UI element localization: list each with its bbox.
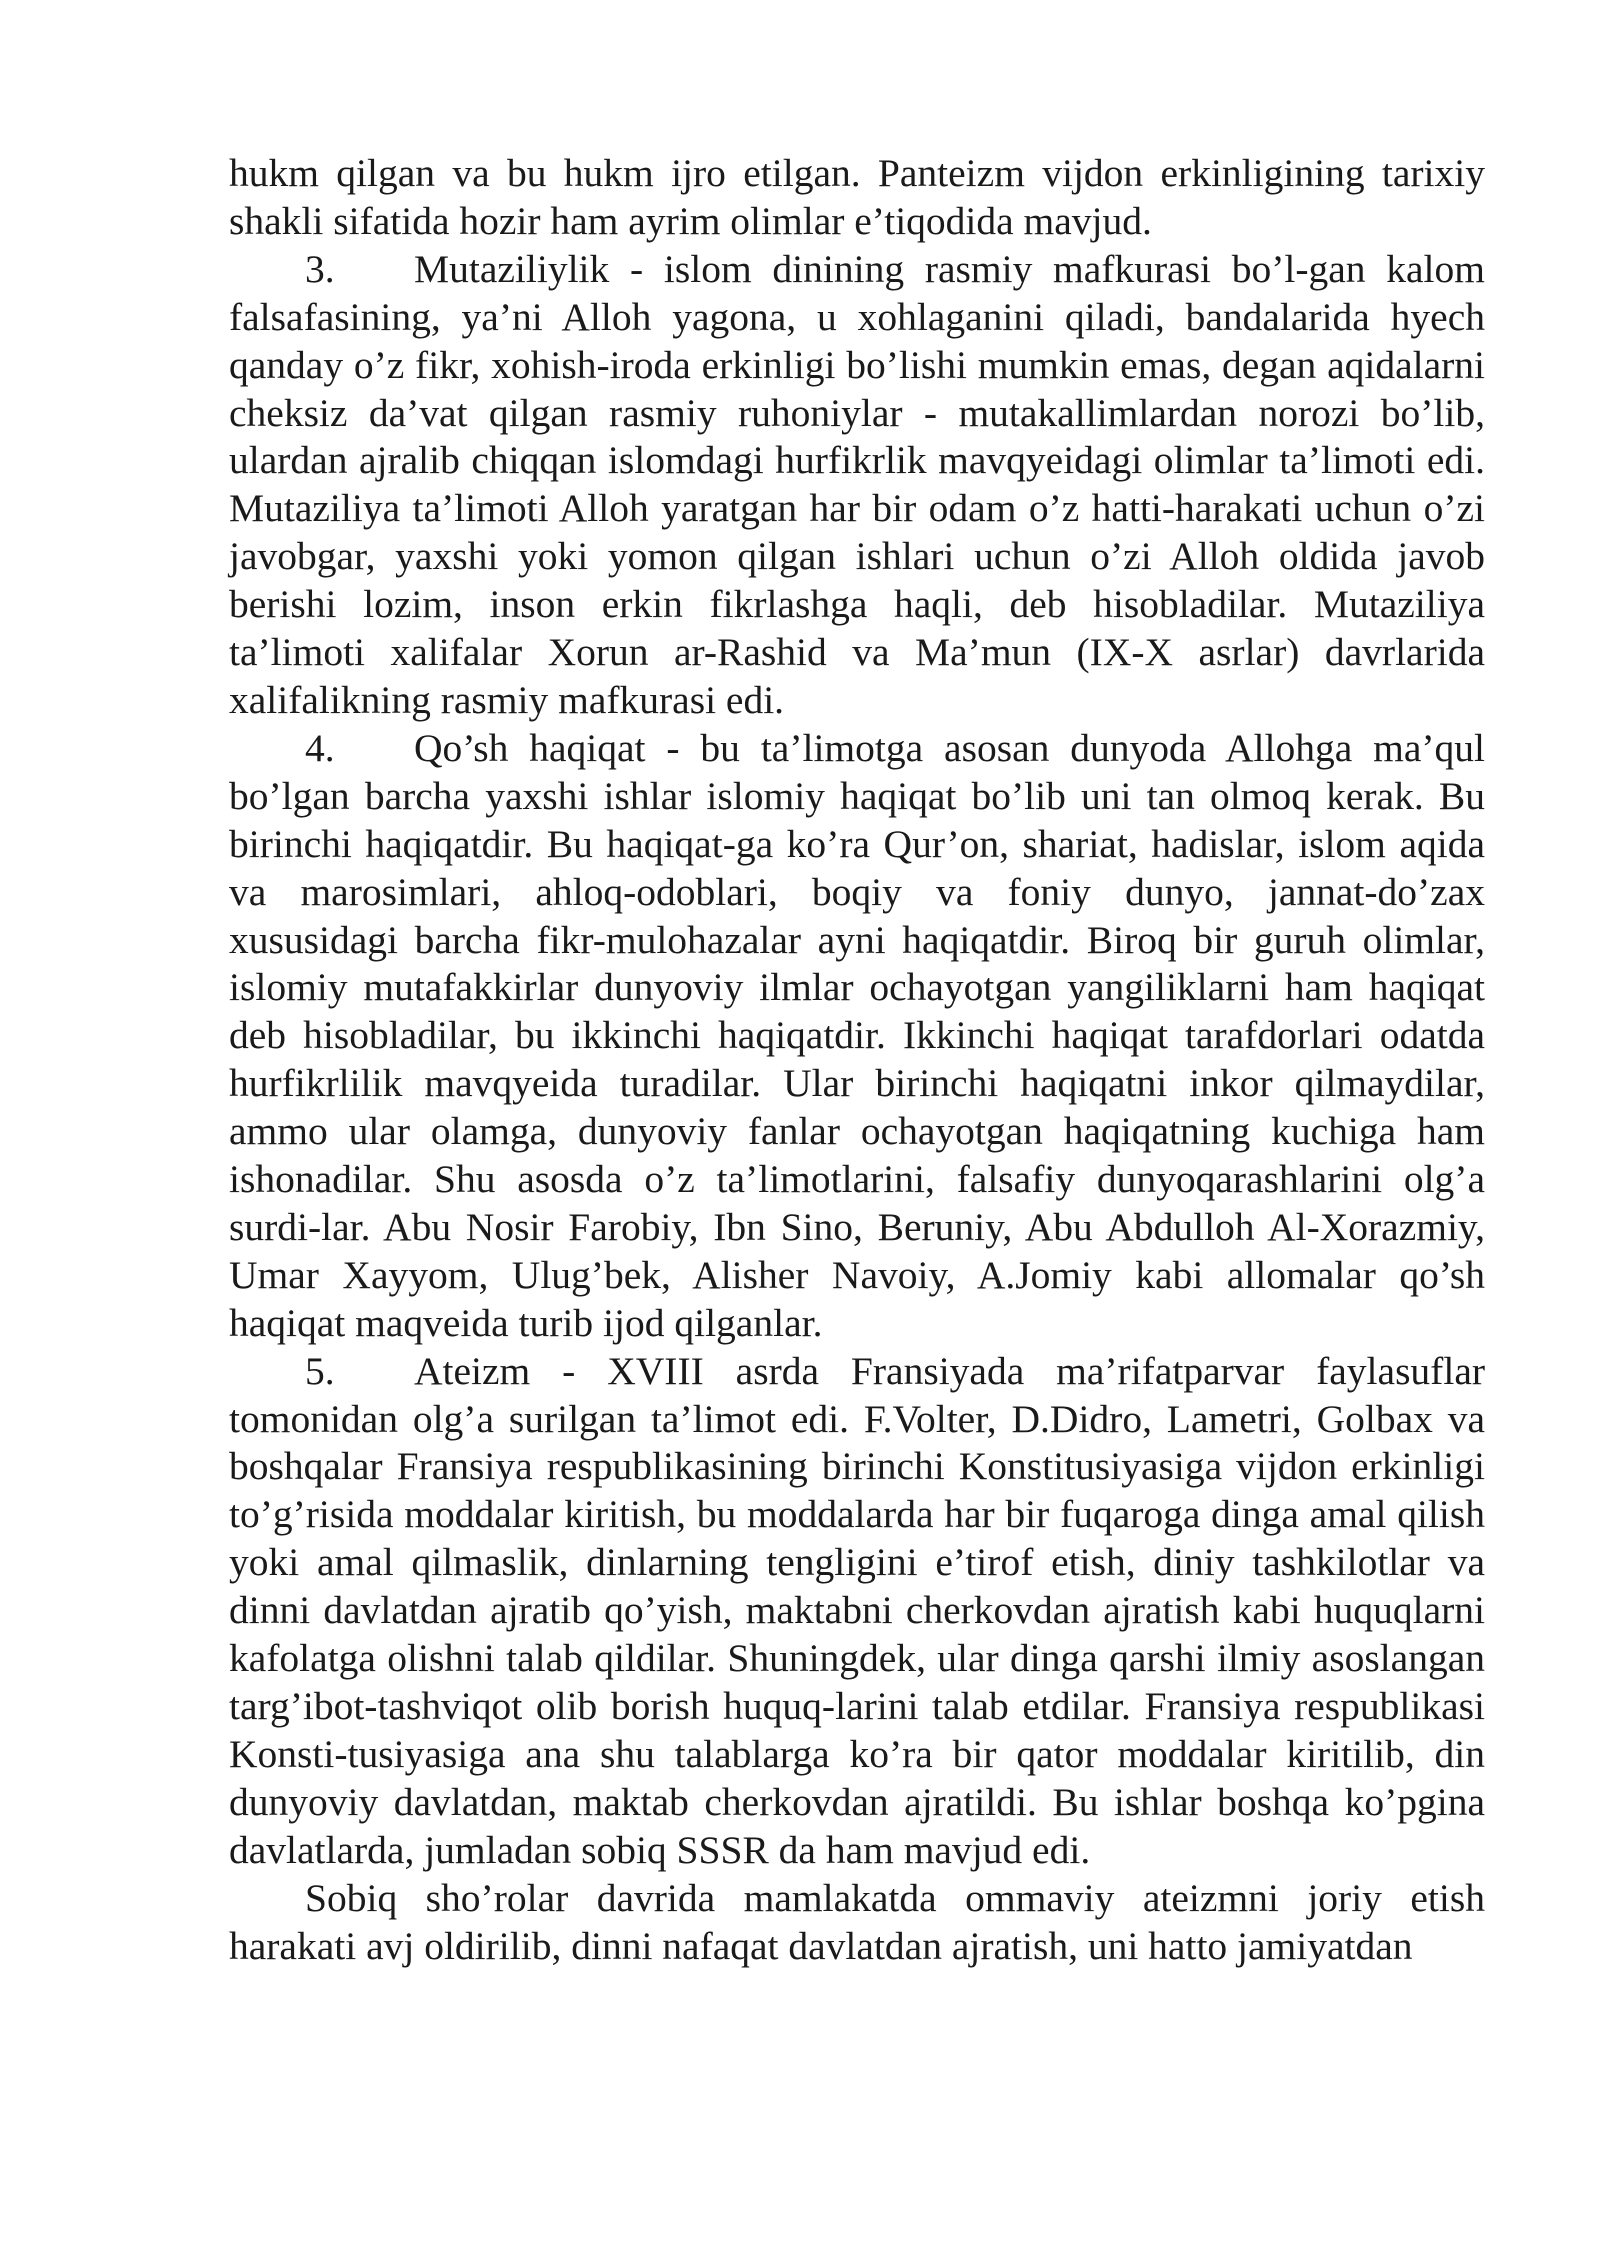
document-page (229, 150, 1485, 1970)
paragraph-item-3 (229, 246, 1485, 725)
paragraph-continuation (229, 150, 1485, 246)
paragraph-text: Qo’sh haqiqat - bu ta’limotga asosan dunyoda Allohga ma’qul bo’lgan barcha yaxshi ishlar islomiy haqiqat bo’lib uni tan olmoq kerak. Bu birinchi haqiqatdir. Bu haqiqat-ga ko’ra Qur’on, shariat, hadislar, islom aqida va marosimlari, ahloq-odoblari, boqiy va foniy dunyo, jannat-do’zax xususidagi barcha fikr-mulohazalar ayni haqiqatdir. Biroq bir guruh olimlar, islomiy mutafakkirlar dunyoviy ilmlar ochayotgan yangiliklarni ham haqiqat deb hisobladilar, bu ikkinchi haqiqatdir. Ikkinchi haqiqat tarafdorlari odatda hurfikrlilik mavqyeida turadilar. Ular birinchi haqiqatni inkor qilmaydilar, ammo ular olamga, dunyoviy fanlar ochayotgan haqiqatning kuchiga ham ishonadilar. Shu asosda o’z ta’limotlarini, falsafiy dunyoqarashlarini olg’a surdi-lar. Abu Nosir Farobiy, Ibn Sino, Beruniy, Abu Abdulloh Al-Xorazmiy, Umar Xayyom, Ulug’bek, Alisher Navoiy, A.Jomiy kabi allomalar qo’sh haqiqat maqveida turib ijod qilganlar. (229, 725, 1485, 1345)
paragraph-final (229, 1875, 1485, 1971)
paragraph-text: hukm qilgan va bu hukm ijro etilgan. Panteizm vijdon erkinligining tarixiy shakli sifatida hozir ham ayrim olimlar e’tiqodida mavjud. (229, 151, 1485, 243)
paragraph-text: Ateizm - XVIII asrda Fransiyada ma’rifatparvar faylasuflar tomonidan olg’a surilgan ta’limot edi. F.Volter, D.Didro, Lametri, Golbax va boshqalar Fransiya respublikasining birinchi Konstitusiyasiga vijdon erkinligi to’g’risida moddalar kiritish, bu moddalarda har bir fuqaroga dinga amal qilish yoki amal qilmaslik, dinlarning tengligini e’tirof etish, diniy tashkilotlar va dinni davlatdan ajratib qo’yish, maktabni cherkovdan ajratish kabi huquqlarni kafolatga olishni talab qildilar. Shuningdek, ular dinga qarshi ilmiy asoslangan targ’ibot-tashviqot olib borish huquq-larini talab etdilar. Fransiya respublikasi Konsti-tusiyasiga ana shu talablarga ko’ra bir qator moddalar kiritilib, din dunyoviy davlatdan, maktab cherkovdan ajratildi. Bu ishlar boshqa ko’pgina davlatlarda, jumladan sobiq SSSR da ham mavjud edi. (229, 1348, 1485, 1872)
paragraph-text: Sobiq sho’rolar davrida mamlakatda ommaviy ateizmni joriy etish harakati avj oldirilib, dinni nafaqat davlatdan ajratish, uni hatto jamiyatdan (229, 1875, 1485, 1968)
paragraph-number: 5. (305, 1348, 335, 1393)
paragraph-number: 4. (305, 725, 335, 770)
paragraph-item-5 (229, 1348, 1485, 1875)
paragraph-text: Mutaziliylik - islom dinining rasmiy mafkurasi bo’l-gan kalom falsafasining, ya’ni Alloh yagona, u xohlaganini qiladi, bandalarida hyech qanday o’z fikr, xohish-iroda erkinligi bo’lishi mumkin emas, degan aqidalarni cheksiz da’vat qilgan rasmiy ruhoniylar - mutakallimlardan norozi bo’lib, ulardan ajralib chiqqan islomdagi hurfikrlik mavqyeidagi olimlar ta’limoti edi. Mutaziliya ta’limoti Alloh yaratgan har bir odam o’z hatti-harakati uchun o’zi javobgar, yaxshi yoki yomon qilgan ishlari uchun o’zi Alloh oldida javob berishi lozim, inson erkin fikrlashga haqli, deb hisobladilar. Mutaziliya ta’limoti xalifalar Xorun ar-Rashid va Ma’mun (IX-X asrlar) davrlarida xalifalikning rasmiy mafkurasi edi. (229, 246, 1485, 722)
paragraph-item-4 (229, 725, 1485, 1348)
paragraph-number: 3. (305, 246, 335, 291)
